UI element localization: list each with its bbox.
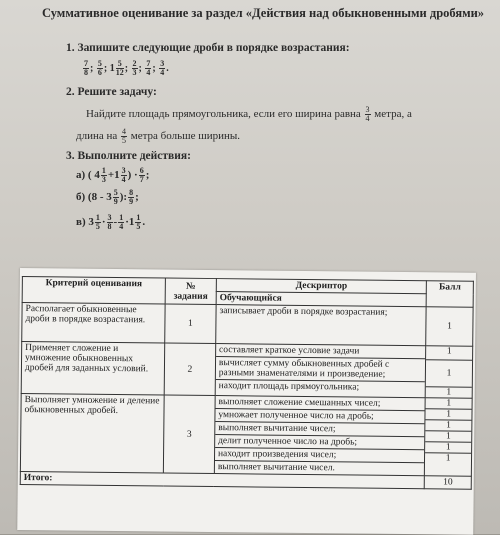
task-3a: а) ( 4 $\frac{1}{3}$ +1 $\frac{3}{4}$ ) · $\frac{6}{7}$ ; [76,166,150,184]
task-2-line-2: длина на $\frac{4}{5}$ метра больше ширины. [76,127,241,145]
descriptor-item: находит произведения чисел; [215,448,424,463]
task-3c: в) 3 $\frac{1}{5}$ · $\frac{3}{8}$ - $\frac{1}{4}$ ·1 $\frac{1}{5}$ . [76,213,146,231]
page-title: Суммативное оценивание за раздел «Действия над обыкновенными дробями» [42,6,485,20]
task-3-heading: 3. Выполните действия: [66,150,191,162]
rubric-table [20,276,474,490]
criterion-cell: Выполняет умножение и деление обыкновенных дробей. [20,394,164,473]
score-item: 1 [426,409,472,420]
fraction-item: $\frac{3}{4}$ . [160,59,169,77]
fraction-item: $\frac{2}{3}$ ; [132,59,142,77]
descriptor-item: составляет краткое условие задачи [216,344,425,359]
task-2-heading: 2. Решите задачу: [66,86,157,98]
descriptor-item: находит площадь прямоугольника; [218,381,360,393]
score-item: 1 [426,346,472,360]
task-3b: б) (8 - 3 $\frac{5}{9}$ ): $\frac{8}{9}$ ; [76,188,139,206]
task-cell: 3 [163,395,215,474]
table-row [20,394,472,477]
fraction-item: $\frac{7}{4}$ ; [146,59,156,77]
descriptor-cell [216,305,427,346]
header-descriptor: Дескриптор [216,279,426,294]
task-1-fractions [82,60,169,77]
score-item: 1 [426,420,472,431]
header-task-no: № задания [165,278,216,305]
criterion-cell: Располагает обыкновенные дроби в порядке возрастания. [22,303,165,343]
task-2-line-1: Найдите площадь прямоугольника, если его ширина равна $\frac{3}{4}$ метра, а [86,105,412,123]
descriptor-cell [215,344,426,398]
score-item: 1 [426,360,472,387]
header-criterion: Критерий оценивания [22,277,165,304]
descriptor-item: выполняет вычитание чисел. [217,462,335,474]
length-fraction: $\frac{4}{5}$ [122,127,127,145]
rubric-sheet [17,268,476,535]
table-row [21,342,473,399]
width-fraction: $\frac{3}{4}$ [365,105,370,123]
task-1-heading: 1. Запишите следующие дроби в порядке возрастания: [66,42,350,54]
task-cell: 1 [165,304,216,344]
score-item: 1 [446,387,452,398]
score-cell [425,398,473,476]
descriptor-item: умножает полученное число на дробь; [215,409,424,424]
score-cell [425,346,472,398]
score-item: 1 [425,431,471,442]
fraction-item: 1 $\frac{5}{12}$ ; [109,59,129,77]
descriptor-item: делит полученное число на дробь; [215,435,424,450]
score-item: 1 [425,442,471,453]
descriptor-item: вычисляет сумму обыкновенных дробей с разными знаменателями и произведение; [216,357,426,382]
header-score: Балл [426,281,473,307]
total-label: Итого: [20,472,424,489]
table-row [22,303,473,347]
score-item: 1 [426,398,472,409]
criterion-cell: Применяет сложение и умножение обыкновенных дробей для заданных условий. [21,342,165,395]
descriptor-item: записывает дроби в порядке возрастания; [219,306,388,318]
score-cell: 1 [426,307,473,346]
descriptor-item: выполняет сложение смешанных чисел; [215,396,424,411]
score-item: 1 [445,453,451,464]
total-score: 10 [424,476,471,489]
task-cell: 2 [164,343,215,396]
header-student: Обучающийся [216,292,426,307]
fraction-item: $\frac{7}{8}$ ; [84,59,94,77]
descriptor-cell [214,396,425,476]
descriptor-item: выполняет вычитание чисел; [215,422,424,437]
fraction-item: $\frac{5}{6}$ ; [97,59,108,77]
